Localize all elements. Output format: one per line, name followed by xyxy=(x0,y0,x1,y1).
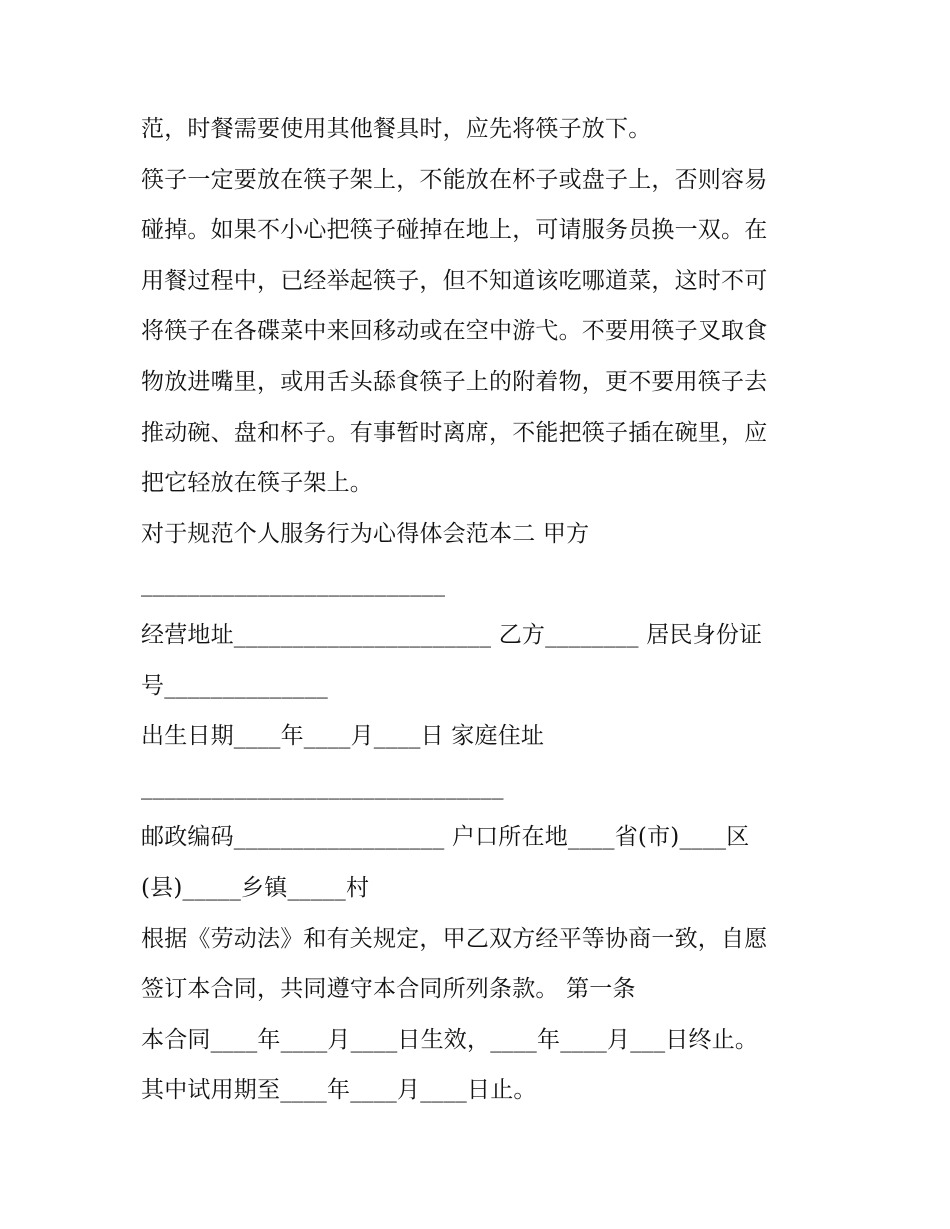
party-a-blank-line: __________________________ xyxy=(141,571,446,598)
postal-code-line: 邮政编码__________________ 户口所在地____省(市)____区 xyxy=(141,824,750,851)
text-line: 物放进嘴里，或用舌头舔食筷子上的附着物，更不要用筷子去 xyxy=(141,368,768,395)
text-line: 碰掉。如果不小心把筷子碰掉在地上，可请服务员换一双。在 xyxy=(141,217,768,244)
home-address-blank-line: _______________________________ xyxy=(141,773,504,800)
text-line: 根据《劳动法》和有关规定，甲乙双方经平等协商一致，自愿 xyxy=(141,925,768,952)
text-line: 用餐过程中，已经举起筷子，但不知道该吃哪道菜，这时不可 xyxy=(141,267,768,294)
text-line: 筷子一定要放在筷子架上，不能放在杯子或盘子上，否则容易 xyxy=(141,166,768,193)
text-line: 推动碗、盘和杯子。有事暂时离席，不能把筷子插在碗里，应 xyxy=(141,419,768,446)
text-line: 把它轻放在筷子架上。 xyxy=(141,470,373,497)
section-heading-line: 对于规范个人服务行为心得体会范本二 甲方 xyxy=(141,520,590,547)
birth-date-line: 出生日期____年____月____日 家庭住址 xyxy=(141,723,545,750)
text-line: 将筷子在各碟菜中来回移动或在空中游弋。不要用筷子叉取食 xyxy=(141,318,768,345)
text-line: 签订本合同，共同遵守本合同所列条款。 第一条 xyxy=(141,976,636,1003)
id-number-line: 号______________ xyxy=(141,672,328,699)
document-body xyxy=(141,104,816,1116)
county-village-line: (县)_____乡镇_____村 xyxy=(141,874,370,901)
address-party-b-line: 经营地址______________________ 乙方________ 居民身份证 xyxy=(141,621,763,648)
contract-term-line: 本合同____年____月____日生效，____年____月___日终止。 xyxy=(141,1026,759,1053)
text-line: 范，时餐需要使用其他餐具时，应先将筷子放下。 xyxy=(141,116,652,142)
probation-period-line: 其中试用期至____年____月____日止。 xyxy=(141,1077,537,1104)
